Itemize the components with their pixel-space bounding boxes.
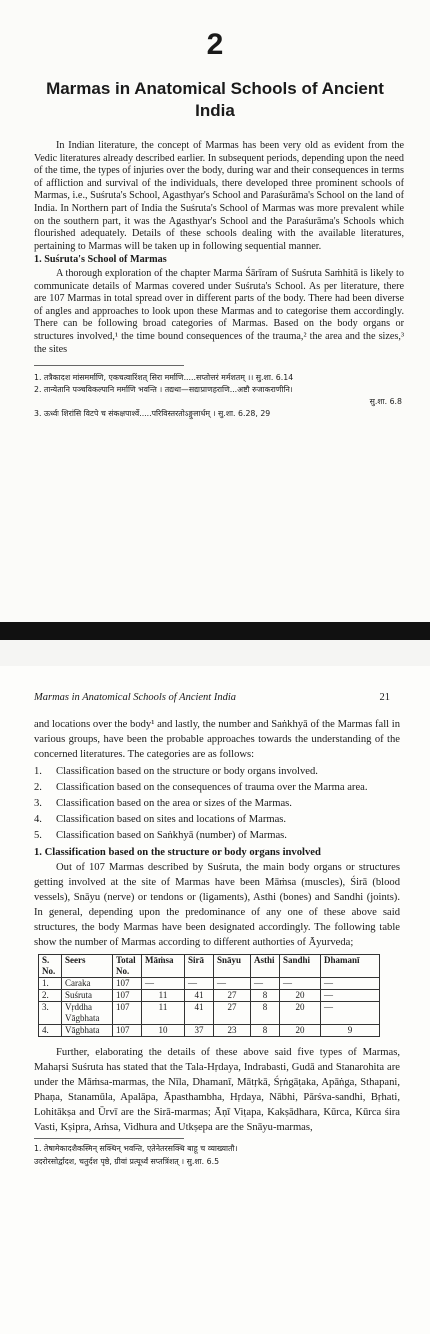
- table-cell: 107: [113, 1025, 142, 1037]
- table-cell: —: [214, 978, 251, 990]
- table-cell: 107: [113, 990, 142, 1002]
- list-text: Classification based on the consequences of trauma over the Marma area.: [56, 782, 368, 793]
- table-cell: —: [280, 978, 321, 990]
- page-2-body: [34, 717, 400, 1037]
- table-cell: —: [251, 978, 280, 990]
- list-number: 1.: [34, 766, 42, 777]
- page-2: [0, 666, 430, 1334]
- footnote-divider: [34, 365, 184, 366]
- table-cell: 1.: [39, 978, 62, 990]
- list-item: [34, 796, 400, 811]
- table-cell: 27: [214, 1002, 251, 1025]
- footnotes: [34, 1142, 400, 1168]
- list-text: Classification based on the area or sizes of the Marmas.: [56, 798, 292, 809]
- list-item: [34, 780, 400, 795]
- table-cell: 107: [113, 1002, 142, 1025]
- list-number: 4.: [34, 814, 42, 825]
- table-cell: 8: [251, 1025, 280, 1037]
- footnote-2-ref: सु.शा. 6.8: [369, 397, 402, 407]
- list-item: [34, 764, 400, 779]
- list-item: [34, 812, 400, 827]
- table-cell: Suśruta: [62, 990, 113, 1002]
- list-text: Classification based on Saṅkhyā (number) of Marmas.: [56, 830, 287, 841]
- table-cell: 10: [142, 1025, 185, 1037]
- classification-heading: 1. Classification based on the structure or body organs involved: [34, 847, 321, 858]
- chapter-number: 2: [206, 28, 224, 61]
- page-number: 21: [379, 692, 390, 703]
- paragraph-susruta: A thorough exploration of the chapter Marma Śārīram of Suśruta Saṁhitā is likely to communicate details of Marmas covered under Suśruta's School. As per literature, there are 107 Marmas in total spread over in different parts of the body. There had been diverse of angles and approaches to look upon these Marmas and to categorise them accordingly. There can be following broad categories of Marmas. Based on the body organs or structures involved,¹ the time bound consequences of the trauma,² the area and the sizes,³ the sites: [34, 267, 404, 355]
- th-total: Total No.: [113, 955, 142, 978]
- table-cell: 2.: [39, 990, 62, 1002]
- paragraph-continuation: and locations over the body¹ and lastly, the number and Saṅkhyā of the Marmas fall in various groups, have been the probable approaches towards the understanding of the concerned literatures. The categories are as follows:: [34, 719, 400, 760]
- table-cell: 27: [214, 990, 251, 1002]
- marma-table: [38, 954, 380, 1037]
- running-header: [34, 692, 390, 703]
- table-cell: 4.: [39, 1025, 62, 1037]
- table-cell: Vāgbhata: [62, 1025, 113, 1037]
- table-cell: 20: [280, 1002, 321, 1025]
- list-number: 2.: [34, 782, 42, 793]
- footnotes: [34, 372, 402, 420]
- th-snayu: Snāyu: [214, 955, 251, 978]
- paragraph-marma-types: Further, elaborating the details of these above said five types of Marmas, Mahaṛsi Suśruta has stated that the Tala-Hṛdaya, Indrabasti, Gudā and Stanarohita are under the Māṁsa-marmas, the Nīla, Dhamanī, Mātṛkā, Śṛṅgāṭaka, Apāṅga, Sthapani, Phaṇa, Stanamūla, Apalāpa, Āpasthambha, Hṛdaya, Nābhi, Pārśva-sandhi, Bṛhati, Lohitākṣa and Ūrvī are the Sirā-marmas; Āṇī Viṭapa, Kakṣādhara, Kūrca, Kūrca śira Vasti, Kṣipra, Aṁsa, Vidhura and Utkṣepa are the Snāyu-marmas,: [34, 1047, 400, 1133]
- page-top-margin: [0, 640, 430, 666]
- table-cell: 8: [251, 990, 280, 1002]
- footnote-divider: [34, 1138, 184, 1139]
- table-cell: Vṛddha Vāgbhata: [62, 1002, 113, 1025]
- th-seers: Seers: [62, 955, 113, 978]
- table-cell: 9: [321, 1025, 380, 1037]
- list-text: Classification based on sites and locations of Marmas.: [56, 814, 287, 825]
- running-head-title: Marmas in Anatomical Schools of Ancient India: [34, 692, 237, 703]
- chapter-title: Marmas in Anatomical Schools of Ancient India: [46, 79, 384, 120]
- list-number: 5.: [34, 830, 42, 841]
- table-cell: 8: [251, 1002, 280, 1025]
- page-2-body-continued: [34, 1045, 400, 1135]
- table-cell: 3.: [39, 1002, 62, 1025]
- footnote-1: 1. तेषामेकादशैकस्मिन् सक्थिन् भवन्ति, एतेनेतरसक्थि बाहू च व्याख्यातौ।: [34, 1144, 238, 1153]
- table-cell: Caraka: [62, 978, 113, 990]
- list-item: [34, 828, 400, 843]
- table-row: [39, 990, 380, 1002]
- th-sandhi: Sandhi: [280, 955, 321, 978]
- page-separator: [0, 622, 430, 640]
- table-cell: 20: [280, 1025, 321, 1037]
- th-mamsa: Māṁsa: [142, 955, 185, 978]
- category-list: [34, 764, 400, 843]
- table-cell: —: [321, 1002, 380, 1025]
- page-1: [0, 0, 430, 622]
- footnote-3: 3. ऊर्ध्वः शिरांसि विटपे च संकक्षपार्श्वे.....परिविस्तरतोऽङ्गुलार्धम् । सु.शा. 6.28, 29: [34, 409, 271, 419]
- table-cell: 11: [142, 990, 185, 1002]
- table-cell: 23: [214, 1025, 251, 1037]
- table-cell: 107: [113, 978, 142, 990]
- paragraph-intro: In Indian literature, the concept of Marmas has been very old as evident from the Vedic literatures already described earlier. In subsequent periods, depending upon the need of the time, the types of injuries over the body, during war and their consequences in terms of affliction and survival of the individuals, there developed three prominent schools of Marmas, i.e., Suśruta's School, Agasthyar's School and Paraśurāma's School on the land of India. In Northern part of India the Suśruta's School of Marmas was more prevalent while on the southern part, it was the Agasthyar's School and the Paraśurāma's Schools which flourished adequately. Details of these schools dealing with the available literatures, pertaining to Marmas will be taken up in following sequential manner.: [34, 140, 404, 252]
- table-row: [39, 978, 380, 990]
- table-cell: 37: [185, 1025, 214, 1037]
- section-heading: 1. Suśruta's School of Marmas: [34, 254, 167, 266]
- paragraph-structures: Out of 107 Marmas described by Suśruta, the main body organs or structures getting involved at the site of Marmas have been Māṁsa (muscles), Śirā (blood vessels), Snāyu (nerve) or tendons or (ligaments), Asthi (bones) and Sandhi (joints). In general, depending upon the predominance of any one of these above said structures, the body Marmas have been designated accordingly. The following table show the number of Marmas according to different authorties of Āyurveda;: [34, 862, 400, 948]
- page-1-body: [34, 140, 404, 356]
- list-text: Classification based on the structure or body organs involved.: [56, 766, 318, 777]
- th-dhamani: Dhamanī: [321, 955, 380, 978]
- footnote-2: 2. तान्येतानि पञ्चविकल्पानि मर्माणि भवन्ति । तद्यथा—सद्यःप्राणहराणि...अष्टौ रुजाकराणीनि।: [34, 385, 293, 395]
- footnote-1-continued: उदरोरसोर्द्वादश, चतुर्दश पृष्ठे, ग्रीवां प्रत्यूर्ध्वं सप्तत्रिंशत् । सु.शा. 6.5: [34, 1157, 220, 1166]
- th-sira: Sirā: [185, 955, 214, 978]
- table-cell: 20: [280, 990, 321, 1002]
- table-row: [39, 1002, 380, 1025]
- table-cell: —: [185, 978, 214, 990]
- table-cell: —: [321, 990, 380, 1002]
- table-cell: 41: [185, 990, 214, 1002]
- table-cell: —: [142, 978, 185, 990]
- table-cell: —: [321, 978, 380, 990]
- footnote-1: 1. तत्रैकादश मांसमर्माणि, एकचत्वारिंशत् सिरा मर्माणि.....सप्तोत्तरं मर्मशतम् ।। सु.शा. 6.14: [34, 373, 294, 383]
- table-header-row: [39, 955, 380, 978]
- table-cell: 11: [142, 1002, 185, 1025]
- list-number: 3.: [34, 798, 42, 809]
- table-row: [39, 1025, 380, 1037]
- th-sno: S. No.: [39, 955, 62, 978]
- th-asthi: Asthi: [251, 955, 280, 978]
- table-cell: 41: [185, 1002, 214, 1025]
